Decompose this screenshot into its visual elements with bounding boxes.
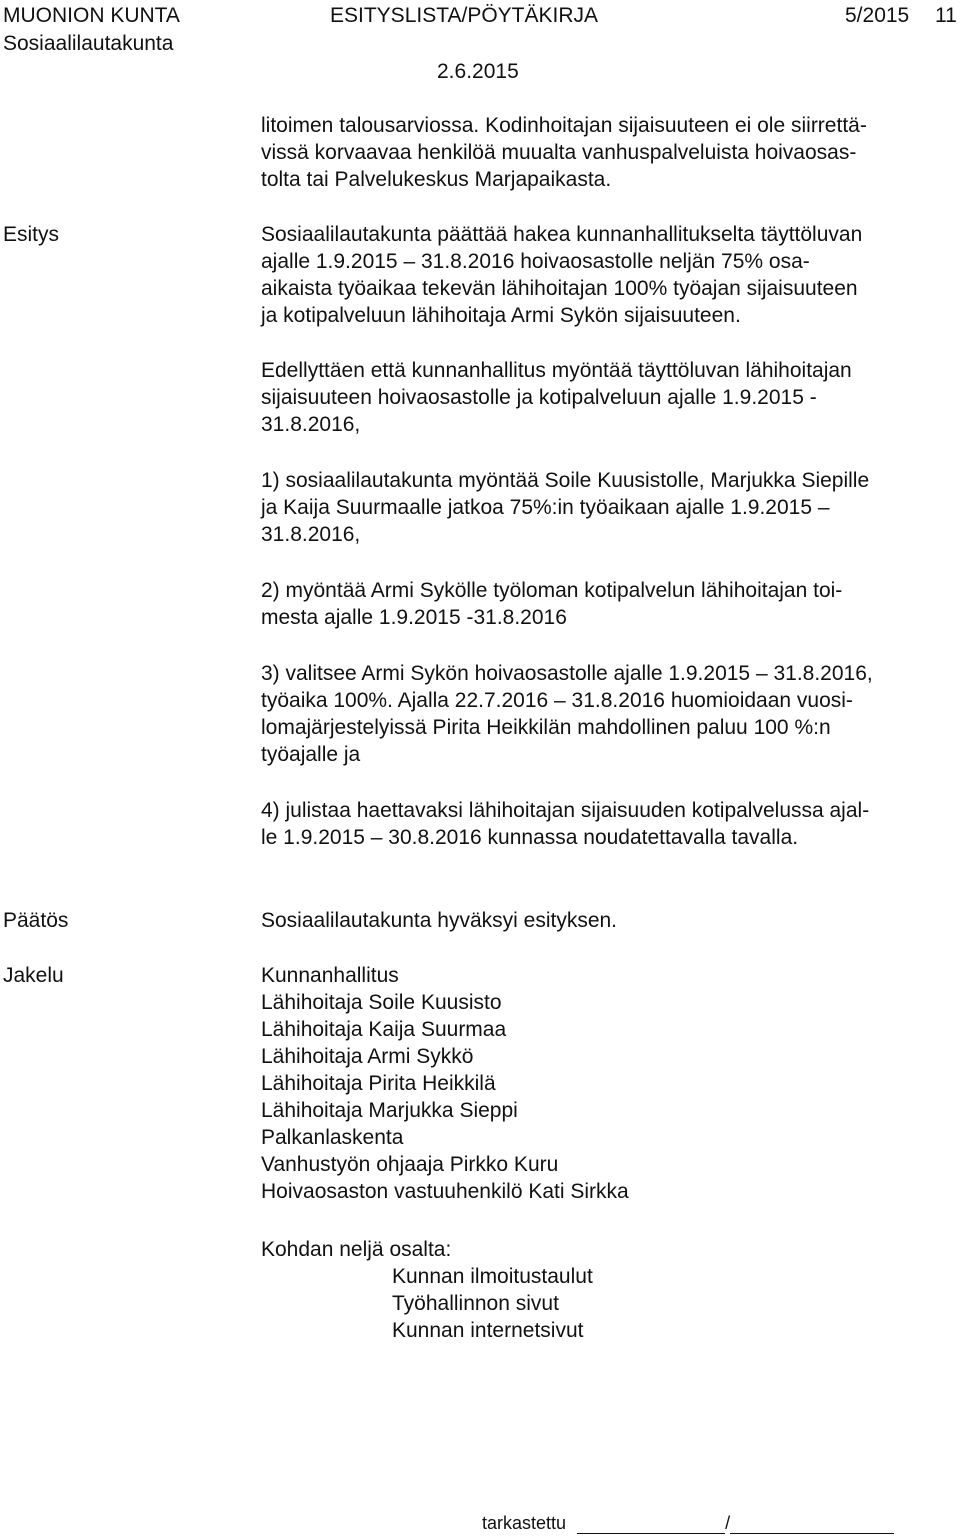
text-line: 1) sosiaalilautakunta myöntää Soile Kuusistolle, Marjukka Siepille (261, 469, 870, 492)
decision-text: Sosiaalilautakunta hyväksyi esityksen. (261, 909, 618, 932)
kohdan-label: Kohdan neljä osalta: (261, 1238, 452, 1261)
text-line: vissä korvaavaa henkilöä muualta vanhuspalveluista hoivaosas- (261, 141, 857, 164)
recipient-item: Lähihoitaja Marjukka Sieppi (261, 1099, 518, 1122)
organization-name: MUONION KUNTA (3, 4, 180, 27)
text-line: ja kotipalveluun lähihoitaja Armi Sykön sijaisuuteen. (261, 304, 741, 327)
recipient-item: Vanhustyön ohjaaja Pirkko Kuru (261, 1153, 559, 1176)
checked-footer (482, 1512, 894, 1534)
document-type: ESITYSLISTA/PÖYTÄKIRJA (330, 4, 599, 27)
recipient-item: Lähihoitaja Kaija Suurmaa (261, 1018, 507, 1041)
text-line: ajalle 1.9.2015 – 31.8.2016 hoivaosastolle neljän 75% osa- (261, 250, 810, 273)
section-number: 5/2015 (845, 4, 910, 27)
meeting-date: 2.6.2015 (437, 60, 519, 83)
text-line: työaika 100%. Ajalla 22.7.2016 – 31.8.2016 huomioidaan vuosi- (261, 689, 853, 712)
committee-name: Sosiaalilautakunta (3, 32, 174, 55)
recipient-item: Lähihoitaja Soile Kuusisto (261, 991, 502, 1014)
text-line: mesta ajalle 1.9.2015 -31.8.2016 (261, 606, 567, 629)
page-number: 11 (935, 4, 957, 27)
text-line: sijaisuuteen hoivaosastolle ja kotipalveluun ajalle 1.9.2015 - (261, 386, 817, 409)
text-line: 4) julistaa haettavaksi lähihoitajan sijaisuuden kotipalvelussa ajal- (261, 799, 870, 822)
recipient-item: Hoivaosaston vastuuhenkilö Kati Sirkka (261, 1180, 629, 1203)
signature-separator: / (725, 1513, 731, 1533)
text-line: lomajärjestelyissä Pirita Heikkilän mahdollinen paluu 100 %:n (261, 716, 831, 739)
text-line: litoimen talousarviossa. Kodinhoitajan sijaisuuteen ei ole siirrettä- (261, 114, 867, 137)
text-line: Sosiaalilautakunta päättää hakea kunnanhallitukselta täyttöluvan (261, 223, 863, 246)
checked-label: tarkastettu (482, 1513, 567, 1533)
text-line: työajalle ja (261, 743, 361, 766)
text-line: 2) myöntää Armi Sykölle työloman kotipalvelun lähihoitajan toi- (261, 579, 843, 602)
recipient-item: Kunnanhallitus (261, 964, 399, 987)
esitys-label: Esitys (3, 223, 60, 246)
text-line: ja Kaija Suurmaalle jatkoa 75%:in työaikaan ajalle 1.9.2015 – (261, 496, 830, 519)
signature-line (577, 1513, 725, 1534)
signature-line (730, 1513, 894, 1534)
recipient-item: Palkanlaskenta (261, 1126, 404, 1149)
kohdan-item: Kunnan internetsivut (392, 1319, 584, 1342)
text-line: 3) valitsee Armi Sykön hoivaosastolle ajalle 1.9.2015 – 31.8.2016, (261, 662, 873, 685)
text-line: tolta tai Palvelukeskus Marjapaikasta. (261, 168, 612, 191)
recipient-item: Lähihoitaja Pirita Heikkilä (261, 1072, 496, 1095)
kohdan-item: Työhallinnon sivut (392, 1292, 559, 1315)
text-line: Edellyttäen että kunnanhallitus myöntää täyttöluvan lähihoitajan (261, 359, 852, 382)
kohdan-item: Kunnan ilmoitustaulut (392, 1265, 593, 1288)
recipient-item: Lähihoitaja Armi Sykkö (261, 1045, 474, 1068)
jakelu-label: Jakelu (3, 964, 64, 987)
paatos-label: Päätös (3, 909, 69, 932)
text-line: 31.8.2016, (261, 413, 361, 436)
text-line: le 1.9.2015 – 30.8.2016 kunnassa noudatettavalla tavalla. (261, 826, 799, 849)
text-line: 31.8.2016, (261, 523, 361, 546)
text-line: aikaista työaikaa tekevän lähihoitajan 100% työajan sijaisuuteen (261, 277, 858, 300)
